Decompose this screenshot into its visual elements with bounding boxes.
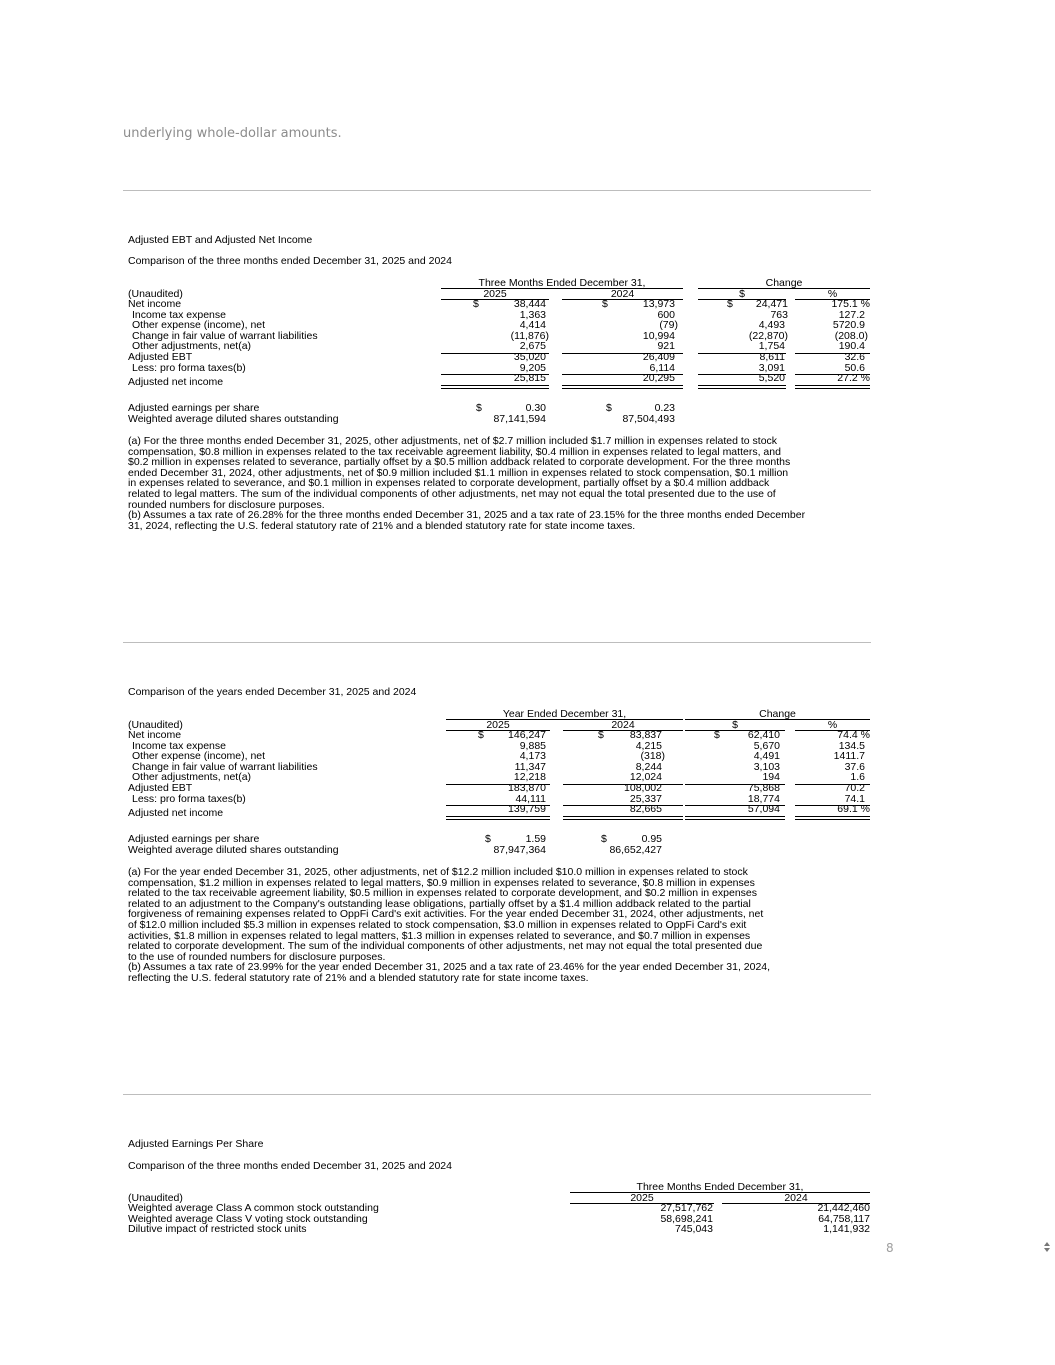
col-dollar-change: $	[732, 719, 738, 731]
period-header: Three Months Ended December 31,	[636, 1181, 804, 1193]
col-pct-change: %	[827, 288, 838, 300]
table-row: Weighted average Class A common stock outstanding 27,517,762 21,442,460	[128, 1202, 870, 1214]
eps-row: Adjusted earnings per share $ 1.59 $ 0.95	[128, 833, 662, 845]
table-row: Adjusted EBT 183,870 108,002 75,868 70.2	[128, 781, 865, 794]
unaudited-label: (Unaudited)	[128, 1192, 183, 1204]
section-subheading: Comparison of the years ended December 31, 2025 and 2024	[128, 686, 417, 698]
shares-row: Weighted average diluted shares outstanding 87,141,594 87,504,493	[128, 412, 675, 425]
table-row: Other adjustments, net(a) 2,675 921 1,754 190.4	[132, 340, 865, 353]
section-heading: Adjusted EBT and Adjusted Net Income	[128, 234, 313, 246]
eps-row: Adjusted earnings per share $ 0.30 $ 0.23	[128, 402, 675, 414]
col-pct-change: %	[827, 719, 838, 731]
footnotes: (a) For the year ended December 31, 2025, other adjustments, net of $12.2 million included $10.0 million in expenses related to stock compensation, $1.2 million in expenses related to legal matters, $0.9 million in expenses related to severance, $0.8 million in expenses related to the tax receivable agreement liability, $0.5 million in expenses related to corporate development, and $0.2 million in expenses related to an adjustment to the Company's outstanding lease obligations, partially offset by a $1.4 million addback related to the partial forgiveness of remaining expenses related to OppFi Card's exit activities. For the year ended December 31, 2024, other adjustments, net of $12.0 million included $5.3 million in expenses related to stock compensation, $3.0 million in expenses related to OppFi Card's exit activities, $1.8 million in expenses related to legal matters, $1.3 million in expenses related to severance, and $0.7 million in expenses related to corporate development. The sum of the individual components of other adjustments, net may not equal the total presented due to the use of rounded numbers for disclosure purposes. (b) Assumes a tax rate of 23.99% for the year ended December 31, 2025 and a tax rate of 23.46% for the year ended December 31, 2024, reflecting the U.S. federal statutory rate of 21% and a blended statutory rate for state income taxes.	[128, 866, 771, 984]
table-row: Change in fair value of warrant liabilities 11,347 8,244 3,103 37.6	[132, 760, 865, 773]
table-row: Other expense (income), net 4,173 (318) 4,491 1411.7	[132, 750, 865, 763]
top-note: underlying whole-dollar amounts.	[123, 126, 342, 141]
col-2024: 2024	[784, 1192, 808, 1204]
table-row: Net income $ 146,247 $ 83,837 $ 62,410 74.4 %	[128, 729, 870, 741]
section-divider	[123, 190, 871, 191]
section-heading: Adjusted Earnings Per Share	[128, 1138, 264, 1150]
col-2025: 2025	[630, 1192, 654, 1204]
col-2024: 2024	[611, 719, 635, 731]
table-row: Income tax expense 1,363 600 763 127.2	[132, 308, 865, 321]
col-2025: 2025	[483, 288, 507, 300]
table-row: Other expense (income), net 4,414 (79) 4,493 5720.9	[132, 319, 865, 332]
scroll-arrows-icon	[1042, 1240, 1052, 1254]
col-dollar-change: $	[739, 288, 745, 300]
footnotes: (a) For the three months ended December 31, 2025, other adjustments, net of $2.7 million included $1.7 million in expenses related to stock compensation, $0.8 million in expenses related to the tax receivable agreement liability, $0.4 million in expenses related to legal matters, and $0.2 million in expenses related to severance, partially offset by a $0.5 million addback related to corporate development. For the three months ended December 31, 2024, other adjustments, net of $0.9 million included $1.1 million in expenses related to stock compensation, $0.1 million in expenses related to severance, and $0.1 million in expenses related to corporate development, partially offset by a $0.4 million addback related to legal matters. The sum of the individual components of other adjustments, net may not equal the total presented due to the use of rounded numbers for disclosure purposes. (b) Assumes a tax rate of 26.28% for the three months ended December 31, 2025 and a tax rate of 23.15% for the three months ended December 31, 2024, reflecting the U.S. federal statutory rate of 21% and a blended statutory rate for state income taxes.	[128, 435, 806, 532]
table-row: Adjusted net income 139,759 82,665 57,094 69.1 %	[128, 803, 870, 820]
change-header: Change	[765, 277, 803, 289]
table-row: Less: pro forma taxes(b) 44,111 25,337 18,774 74.1	[132, 792, 865, 805]
table-row: Weighted average Class V voting stock outstanding 58,698,241 64,758,117	[128, 1212, 870, 1225]
table-row: Other adjustments, net(a) 12,218 12,024 194 1.6	[132, 771, 865, 784]
table-row: Dilutive impact of restricted stock units 745,043 1,141,932	[128, 1223, 870, 1236]
scroll-arrows-icon[interactable]	[1040, 1240, 1054, 1254]
change-header: Change	[759, 708, 796, 720]
table-row: Change in fair value of warrant liabilities (11,876) 10,994 (22,870) (208.0)	[132, 329, 868, 342]
shares-row: Weighted average diluted shares outstanding 87,947,364 86,652,427	[128, 843, 662, 856]
unaudited-label: (Unaudited)	[128, 719, 183, 731]
unaudited-label: (Unaudited)	[128, 288, 183, 300]
period-header: Three Months Ended December 31,	[478, 277, 646, 289]
table-row: Net income $ 38,444 $ 13,973 $ 24,471 175.1 %	[128, 298, 870, 310]
period-header: Year Ended December 31,	[502, 708, 627, 720]
page-number: 8	[886, 1241, 894, 1255]
table-row: Adjusted net income 25,815 20,295 5,520 27.2 %	[128, 372, 870, 389]
col-2024: 2024	[610, 288, 635, 300]
section-divider	[123, 642, 871, 643]
section-subheading: Comparison of the three months ended December 31, 2025 and 2024	[128, 255, 452, 267]
table-row: Adjusted EBT 35,020 26,409 8,611 32.6	[128, 350, 865, 363]
col-2025: 2025	[486, 719, 510, 731]
section-divider	[123, 1094, 871, 1095]
table-row: Income tax expense 9,885 4,215 5,670 134.5	[132, 739, 865, 752]
section-subheading: Comparison of the three months ended December 31, 2025 and 2024	[128, 1160, 452, 1172]
table-row: Less: pro forma taxes(b) 9,205 6,114 3,091 50.6	[132, 361, 865, 374]
